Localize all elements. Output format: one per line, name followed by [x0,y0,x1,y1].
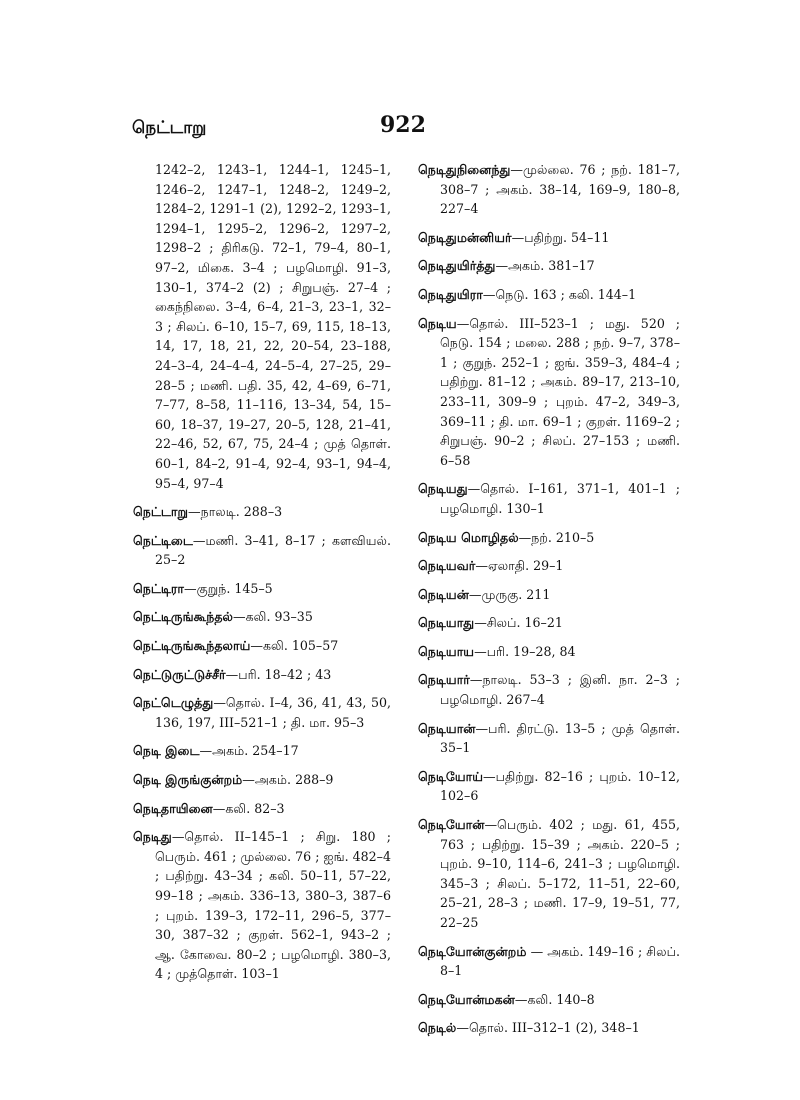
entry-headword: நெட்டாறு [133,504,189,520]
entry-headword: நெடிதுமன்னியர் [418,229,512,245]
entry-references: —கலி. 140–8 [514,991,595,1007]
entry-references: —ஏலாதி. 29–1 [475,558,564,574]
entry-references: —அகம். 381–17 [495,258,595,274]
index-entry [418,815,680,933]
entry-headword: நெடியோய் [418,768,484,784]
index-entry [133,607,391,627]
entry-headword: நெடியோன்மகன் [418,991,515,1007]
index-entry [418,479,680,518]
entry-references: —பரி. திரட்டு. 13–5 ; முத் தொள். 35–1 [440,720,680,756]
index-entry [133,665,391,685]
index-entry [133,770,391,790]
index-entry [418,767,680,806]
index-entry [133,502,391,522]
index-entry [133,160,391,493]
entry-references: —சிலப். 16–21 [474,615,563,631]
left-column [133,160,391,993]
index-entry [133,693,391,732]
index-entry [133,741,391,761]
entry-references: —தொல். III–523–1 ; மது. 520 ; நெடு. 154 ; மலை. 288 ; நற். 9–7, 378–1 ; குறுந். 252–1 ; ஐங். 359–3, 484–4 ; பதிற்று. 81–12 ; அகம். 89–17, 213–10, 233–11, 309–9 ; புறம். 47–2, 349–3, 369–11 ; தி. மா. 69–1 ; குறள். 1169–2 ; சிறுபஞ். 90–2 ; சிலப். 27–153 ; மணி. 6–58 [440,315,680,468]
entry-headword: நெடிது [133,829,172,845]
entry-headword: நெட்டிருங்கூந்தல் [133,609,233,625]
entry-headword: நெடிதாயினை [133,800,213,816]
index-entry [418,719,680,758]
entry-headword: நெடி இடை [133,743,200,759]
index-entry [418,585,680,605]
index-entry [418,256,680,276]
right-column [418,160,680,1047]
entry-headword: நெடியான் [418,720,476,736]
entry-headword: நெட்டிருங்கூந்தலாய் [133,638,251,654]
index-entry [418,556,680,576]
index-entry [133,531,391,570]
entry-headword: நெடில் [418,1020,457,1036]
entry-headword: நெடியார் [418,672,470,688]
index-entry [133,799,391,819]
entry-headword: நெட்டெழுத்து [133,695,214,711]
entry-references: —அகம். 288–9 [242,772,334,788]
index-entry [133,827,391,984]
entry-references: —கலி. 105–57 [250,638,339,654]
index-entry [133,636,391,656]
index-entry [418,314,680,471]
entry-references: —முருகு. 211 [468,586,551,602]
entry-references: —நற். 210–5 [518,529,595,545]
entry-references: —பரி. 19–28, 84 [474,643,576,659]
entry-headword: நெட்டிடை [133,532,193,548]
entry-references: —பதிற்று. 82–16 ; புறம். 10–12, 102–6 [440,768,680,804]
entry-headword: நெடியன் [418,586,469,602]
entry-references: —குறுந். 145–5 [184,580,273,596]
entry-references: —பெரும். 402 ; மது. 61, 455, 763 ; பதிற்று. 15–39 ; அகம். 220–5 ; புறம். 9–10, 114–6, 241–3 ; பழமொழி. 345–3 ; சிலப். 5–172, 11–51, 22–60, 25–21, 28–3 ; மணி. 17–9, 19–51, 77, 22–25 [440,817,680,930]
page-number: 922 [380,112,426,138]
entry-headword: நெடியாய [418,643,475,659]
entry-references: —தொல். II–145–1 ; சிறு. 180 ; பெரும். 461 ; முல்லை. 76 ; ஐங். 482–4 ; பதிற்று. 43–34 ; கலி. 50–11, 57–22, 99–18 ; அகம். 336–13, 380–3, 387–6 ; புறம். 139–3, 172–11, 296–5, 377–30, 387–32 ; குறள். 562–1, 943–2 ; ஆ. கோவை. 80–2 ; பழமொழி. 380–3, 4 ; முத்தொள். 103–1 [155,829,391,982]
entry-headword: நெட்டுருட்டுச்சீர் [133,666,226,682]
entry-headword: நெடியது [418,481,468,497]
index-entry [418,228,680,248]
entry-references: —நாலடி. 288–3 [188,504,283,520]
index-entry [418,642,680,662]
entry-references: —தொல். III–312–1 (2), 348–1 [456,1020,640,1036]
index-entry [418,613,680,633]
entry-references: — அகம். 149–16 ; சிலப். 8–1 [440,943,680,979]
index-entry [418,285,680,305]
entry-headword: நெடிய மொழிதல் [418,529,519,545]
entry-headword: நெடிதுயிரா [418,286,483,302]
entry-references: —கலி. 93–35 [233,609,313,625]
entry-headword: நெடியோன்குன்றம் [418,943,527,959]
entry-headword: நெடி இருங்குன்றம் [133,772,243,788]
entry-references: —தொல். I–161, 371–1, 401–1 ; பழமொழி. 130–1 [440,481,680,516]
index-entry [418,670,680,709]
entry-references: —மணி. 3–41, 8–17 ; களவியல். 25–2 [155,532,391,568]
entry-headword: நெடிதுநினைந்து [418,162,511,177]
entry-references: —பரி. 18–42 ; 43 [225,666,332,682]
index-entry [418,528,680,548]
running-head: நெட்டாறு [132,118,207,138]
index-entry [418,990,680,1010]
entry-references: 1242–2, 1243–1, 1244–1, 1245–1, 1246–2, 1247–1, 1248–2, 1249–2, 1284–2, 1291–1 (2), 1292–2, 1293–1, 1294–1, 1295–2, 1296–2, 1297–2, 1298–2 ; திரிகடு. 72–1, 79–4, 80–1, 97–2, மிகை. 3–4 ; பழமொழி. 91–3, 130–1, 374–2 (2) ; சிறுபஞ். 27–4 ; கைந்நிலை. 3–4, 6–4, 21–3, 23–1, 32–3 ; சிலப். 6–10, 15–7, 69, 115, 18–13, 14, 17, 18, 21, 22, 20–54, 23–188, 24–3–4, 24–4–4, 24–5–4, 27–25, 29–28–5 ; மணி. பதி. 35, 42, 4–69, 6–71, 7–77, 8–58, 11–116, 13–34, 54, 15–60, 18–37, 19–27, 20–5, 128, 21–41, 22–46, 52, 67, 75, 24–4 ; முத் தொள். 60–1, 84–2, 91–4, 92–4, 93–1, 94–4, 95–4, 97–4 [155,162,391,491]
entry-headword: நெடியோன் [418,817,485,833]
entry-headword: நெட்டிரா [133,580,185,596]
entry-references: —பதிற்று. 54–11 [511,229,610,245]
page-header [0,112,800,142]
index-entry [418,160,680,219]
entry-references: —நெடு. 163 ; கலி. 144–1 [482,286,637,302]
entry-headword: நெடிதுயிர்த்து [418,258,496,274]
entry-references: —அகம். 254–17 [199,743,299,759]
index-entry [133,579,391,599]
entry-references: —கலி. 82–3 [212,800,285,816]
entry-headword: நெடியவர் [418,558,476,574]
entry-headword: நெடியாது [418,615,475,631]
index-entry [418,1018,680,1038]
entry-references: —நாலடி. 53–3 ; இனி. நா. 2–3 ; பழமொழி. 267–4 [440,672,680,708]
entry-references: —முல்லை. 76 ; நற். 181–7, 308–7 ; அகம். 38–14, 169–9, 180–8, 227–4 [440,162,680,217]
index-entry [418,942,680,981]
entry-headword: நெடிய [418,315,457,331]
entry-references: —தொல். I–4, 36, 41, 43, 50, 136, 197, III–521–1 ; தி. மா. 95–3 [155,695,391,730]
